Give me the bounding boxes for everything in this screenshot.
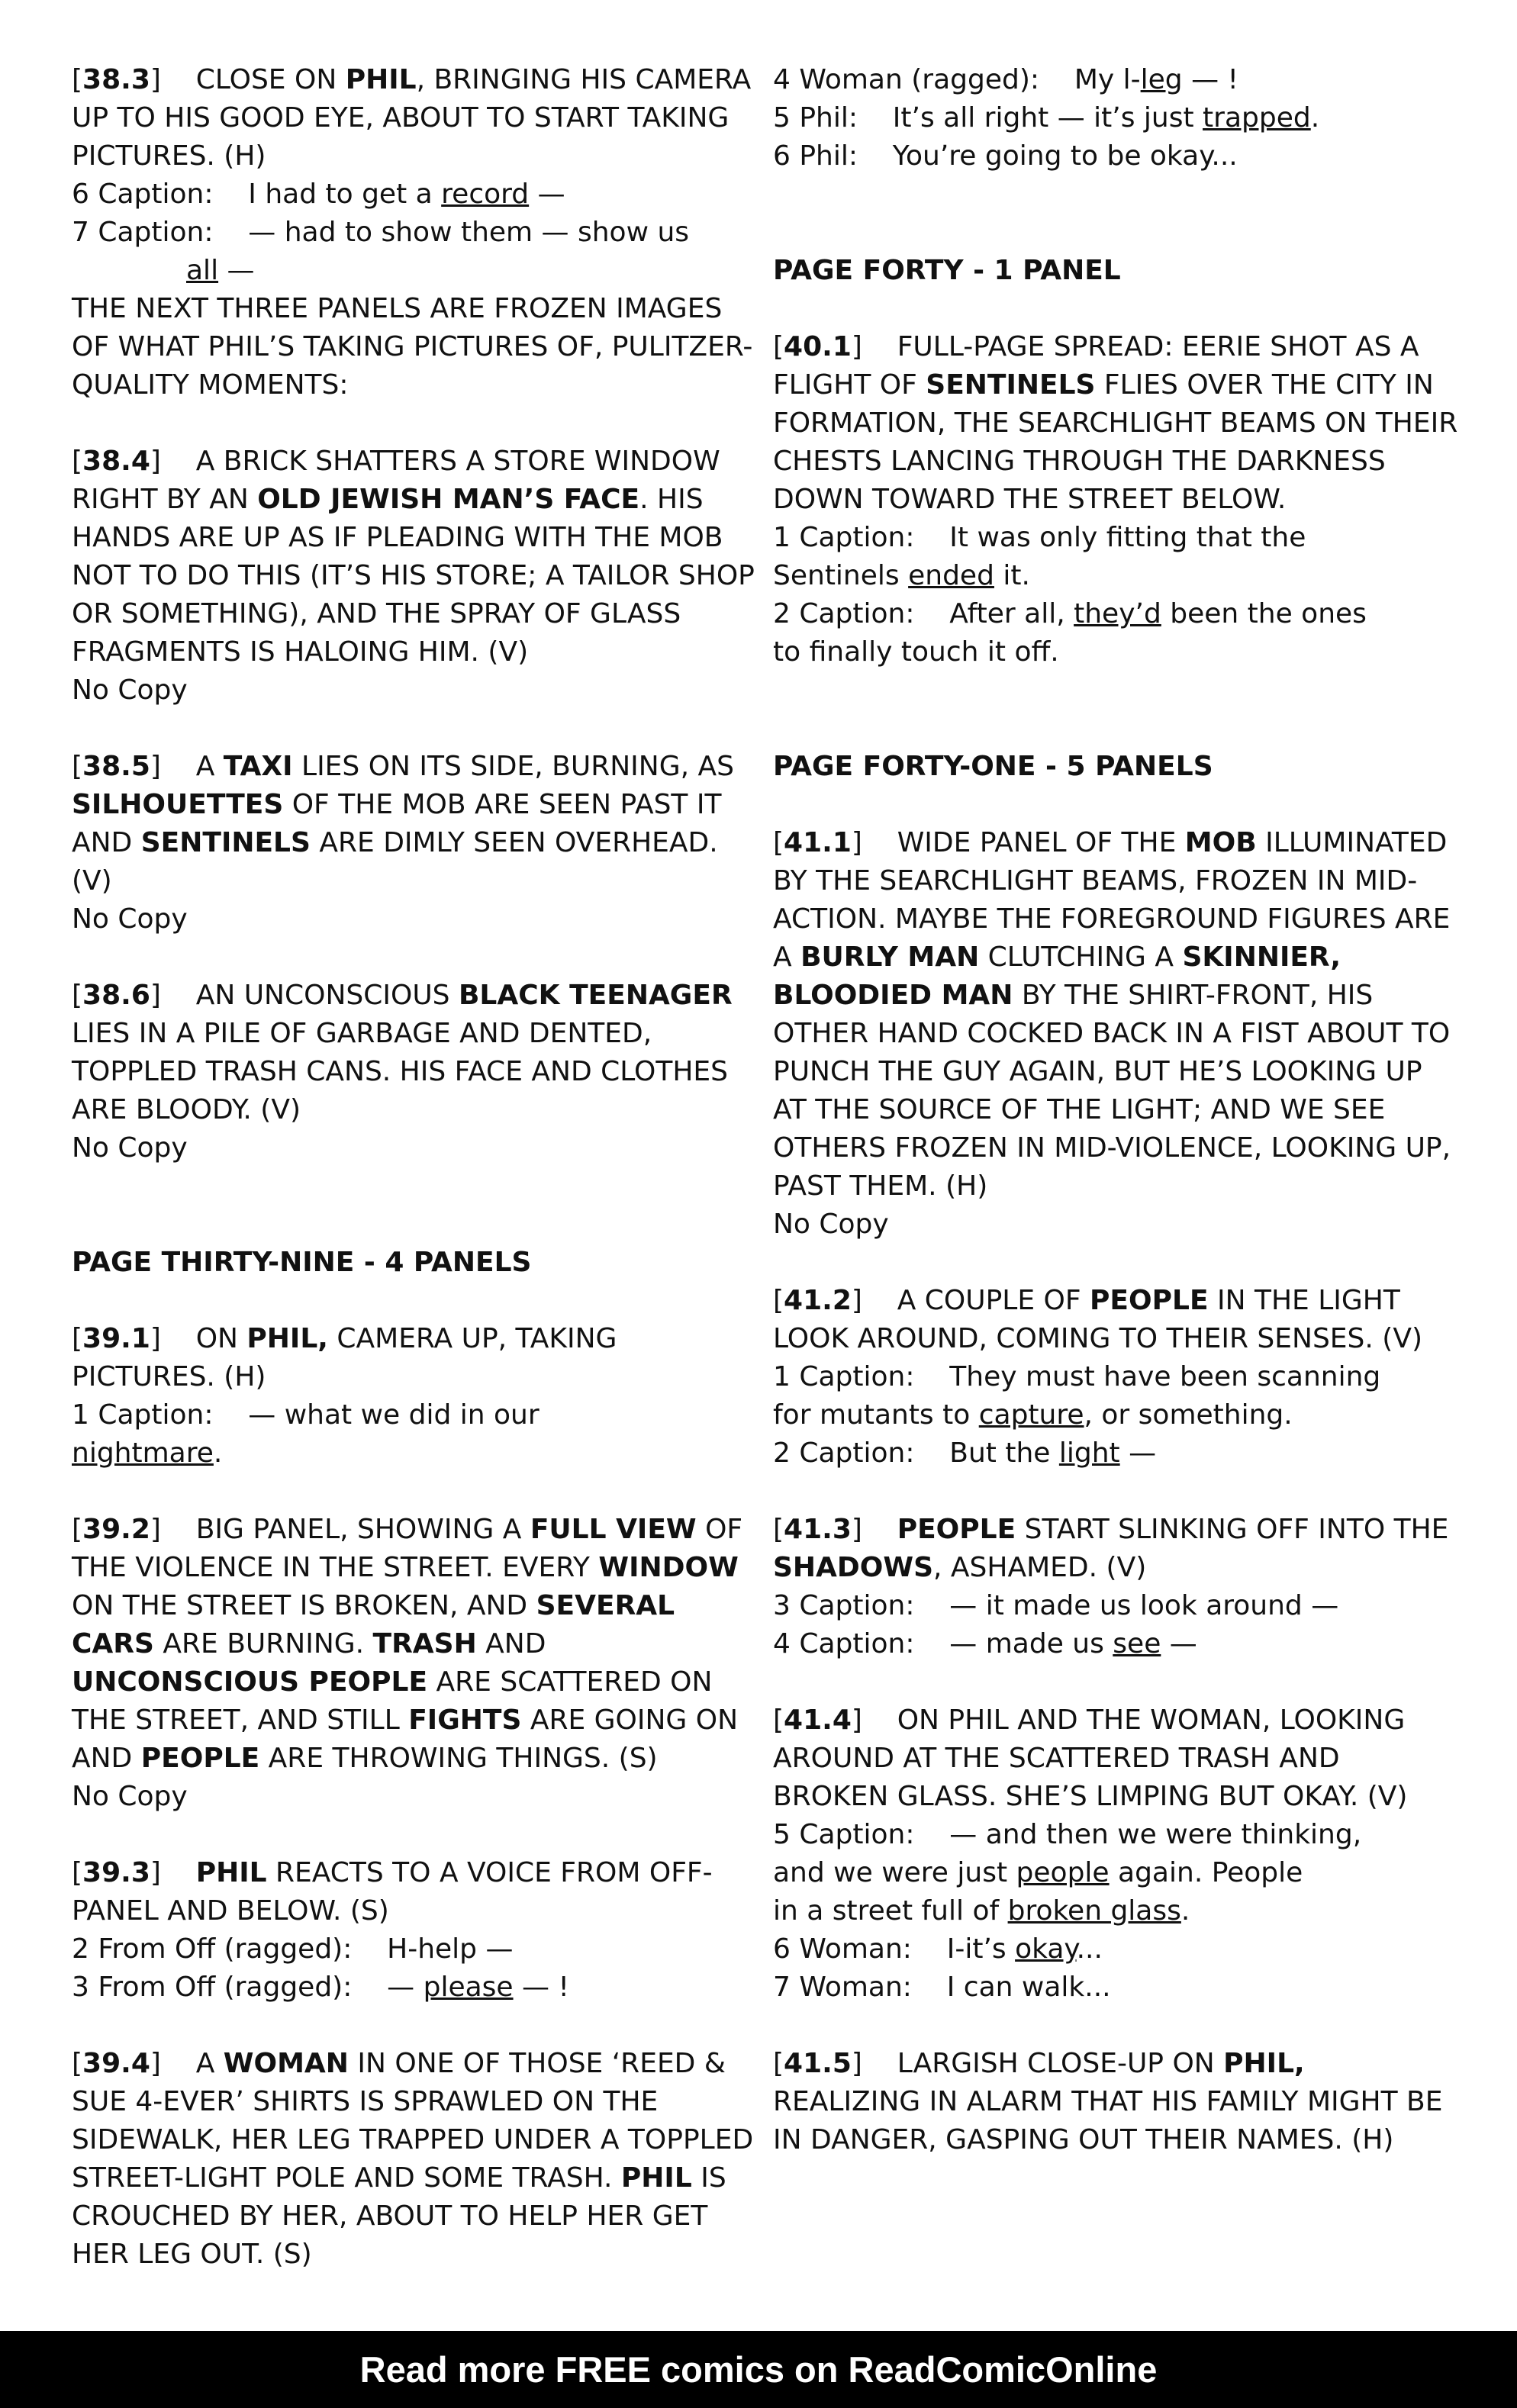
spacer <box>773 786 1460 824</box>
panel-40-1: [40.1] FULL-PAGE SPREAD: EERIE SHOT AS A FLIGHT OF SENTINELS FLIES OVER THE CITY IN FORMATION, THE SEARCHLIGHT BEAMS ON THEIR CHESTS LANCING THROUGH THE DARKNESS DOWN TOWARD THE STREET BELOW. <box>773 331 1458 515</box>
panel-38-5: [38.5] A TAXI LIES ON ITS SIDE, BURNING, AS SILHOUETTES OF THE MOB ARE SEEN PAST IT AND SENTINELS ARE DIMLY SEEN OVERHEAD. (V) <box>72 751 734 897</box>
caption-line: 2 Caption: But the light — <box>773 1437 1157 1469</box>
note-38: THE NEXT THREE PANELS ARE FROZEN IMAGES OF WHAT PHIL’S TAKING PICTURES OF, PULITZER-QUALITY MOMENTS: <box>72 293 753 401</box>
spacer <box>72 710 758 748</box>
panel-38-4: [38.4] A BRICK SHATTERS A STORE WINDOW RIGHT BY AN OLD JEWISH MAN’S FACE. HIS HANDS ARE UP AS IF PLEADING WITH THE MOB NOT TO DO THIS (IT’S HIS STORE; A TAILOR SHOP OR SOMETHING), AND THE SPRAY OF GLASS FRAGMENTS IS HALOING HIM. (V) <box>72 446 755 668</box>
caption-line: 7 Caption: — had to show them — show us <box>72 217 690 248</box>
panel-38-6: [38.6] AN UNCONSCIOUS BLACK TEENAGER LIES IN A PILE OF GARBAGE AND DENTED, TOPPLED TRASH CANS. HIS FACE AND CLOTHES ARE BLOODY. (V) <box>72 980 733 1125</box>
no-copy: No Copy <box>72 1132 188 1164</box>
caption-continuation: in a street full of broken glass. <box>773 1895 1190 1927</box>
panel-41-1: [41.1] WIDE PANEL OF THE MOB ILLUMINATED BY THE SEARCHLIGHT BEAMS, FROZEN IN MID-ACTION. MAYBE THE FOREGROUND FIGURES ARE A BURLY MAN CLUTCHING A SKINNIER, BLOODIED MAN BY THE SHIRT-FRONT, HIS OTHER HAND COCKED BACK IN A FIST ABOUT TO PUNCH THE GUY AGAIN, BUT HE’S LOOKING UP AT THE SOURCE OF THE LIGHT; AND WE SEE OTHERS FROZEN IN MID-VIOLENCE, LOOKING UP, PAST THEM. (H) <box>773 827 1451 1202</box>
caption-continuation: to finally touch it off. <box>773 636 1059 668</box>
caption-line: 5 Caption: — and then we were thinking, <box>773 1819 1362 1850</box>
dialogue-line: 6 Phil: You’re going to be okay... <box>773 140 1238 172</box>
caption-continuation: all — <box>186 255 255 286</box>
dialogue-line: 2 From Off (ragged): H-help — <box>72 1933 514 1965</box>
caption-continuation: nightmare. <box>72 1437 223 1469</box>
no-copy: No Copy <box>773 1209 889 1240</box>
spacer <box>773 290 1460 328</box>
panel-39-2: [39.2] BIG PANEL, SHOWING A FULL VIEW OF THE VIOLENCE IN THE STREET. EVERY WINDOW ON THE STREET IS BROKEN, AND SEVERAL CARS ARE BURNING. TRASH AND UNCONSCIOUS PEOPLE ARE SCATTERED ON THE STREET, AND STILL FIGHTS ARE GOING ON AND PEOPLE ARE THROWING THINGS. (S) <box>72 1514 743 1774</box>
no-copy: No Copy <box>72 903 188 935</box>
spacer <box>773 1473 1460 1511</box>
spacer <box>72 1816 758 1854</box>
spacer <box>72 404 758 443</box>
caption-line: 6 Caption: I had to get a record — <box>72 179 565 210</box>
dialogue-line: 7 Woman: I can walk... <box>773 1972 1111 2003</box>
spacer <box>773 1244 1460 1282</box>
panel-39-1: [39.1] ON PHIL, CAMERA UP, TAKING PICTURES. (H) <box>72 1323 617 1392</box>
caption-continuation: Sentinels ended it. <box>773 560 1030 591</box>
caption-continuation: for mutants to capture, or something. <box>773 1399 1293 1431</box>
caption-continuation: and we were just people again. People <box>773 1857 1303 1888</box>
left-column <box>72 61 758 2274</box>
spacer <box>773 671 1460 710</box>
page-41-header: PAGE FORTY-ONE - 5 PANELS <box>773 751 1213 782</box>
spacer <box>773 1663 1460 1701</box>
right-column <box>773 61 1460 2159</box>
page-39-header: PAGE THIRTY-NINE - 4 PANELS <box>72 1247 532 1278</box>
panel-41-5: [41.5] LARGISH CLOSE-UP ON PHIL, REALIZING IN ALARM THAT HIS FAMILY MIGHT BE IN DANGER, GASPING OUT THEIR NAMES. (H) <box>773 2048 1443 2155</box>
no-copy: No Copy <box>72 1781 188 1812</box>
footer-banner[interactable] <box>0 2331 1517 2408</box>
dialogue-line: 4 Woman (ragged): My l-leg — ! <box>773 64 1238 95</box>
spacer <box>773 175 1460 252</box>
panel-39-3: [39.3] PHIL REACTS TO A VOICE FROM OFF-PANEL AND BELOW. (S) <box>72 1857 713 1927</box>
dialogue-line: 6 Woman: I-it’s okay... <box>773 1933 1103 1965</box>
panel-41-2: [41.2] A COUPLE OF PEOPLE IN THE LIGHT LOOK AROUND, COMING TO THEIR SENSES. (V) <box>773 1285 1423 1354</box>
caption-line: 2 Caption: After all, they’d been the ones <box>773 598 1367 629</box>
dialogue-line: 3 From Off (ragged): — please — ! <box>72 1972 569 2003</box>
banner-text[interactable]: Read more FREE comics on ReadComicOnline <box>359 2349 1158 2390</box>
panel-38-3: [38.3] CLOSE ON PHIL, BRINGING HIS CAMERA UP TO HIS GOOD EYE, ABOUT TO START TAKING PICTURES. (H) <box>72 64 752 172</box>
page-40-header: PAGE FORTY - 1 PANEL <box>773 255 1121 286</box>
spacer <box>72 1167 758 1244</box>
spacer <box>72 1282 758 1320</box>
caption-line: 1 Caption: They must have been scanning <box>773 1361 1381 1392</box>
caption-line: 1 Caption: — what we did in our <box>72 1399 539 1431</box>
spacer <box>72 938 758 977</box>
caption-line: 4 Caption: — made us see — <box>773 1628 1197 1660</box>
panel-41-4: [41.4] ON PHIL AND THE WOMAN, LOOKING AROUND AT THE SCATTERED TRASH AND BROKEN GLASS. SHE’S LIMPING BUT OKAY. (V) <box>773 1705 1408 1812</box>
spacer <box>72 1473 758 1511</box>
panel-41-3: [41.3] PEOPLE START SLINKING OFF INTO THE SHADOWS, ASHAMED. (V) <box>773 1514 1449 1583</box>
caption-line: 3 Caption: — it made us look around — <box>773 1590 1339 1621</box>
panel-39-4: [39.4] A WOMAN IN ONE OF THOSE ‘REED & SUE 4-EVER’ SHIRTS IS SPRAWLED ON THE SIDEWALK, HER LEG TRAPPED UNDER A TOPPLED STREET-LIGHT POLE AND SOME TRASH. PHIL IS CROUCHED BY HER, ABOUT TO HELP HER GET HER LEG OUT. (S) <box>72 2048 754 2270</box>
caption-line: 1 Caption: It was only fitting that the <box>773 522 1306 553</box>
spacer <box>773 710 1460 748</box>
no-copy: No Copy <box>72 674 188 706</box>
spacer <box>72 2007 758 2045</box>
dialogue-line: 5 Phil: It’s all right — it’s just trapped. <box>773 102 1320 134</box>
spacer <box>773 2007 1460 2045</box>
